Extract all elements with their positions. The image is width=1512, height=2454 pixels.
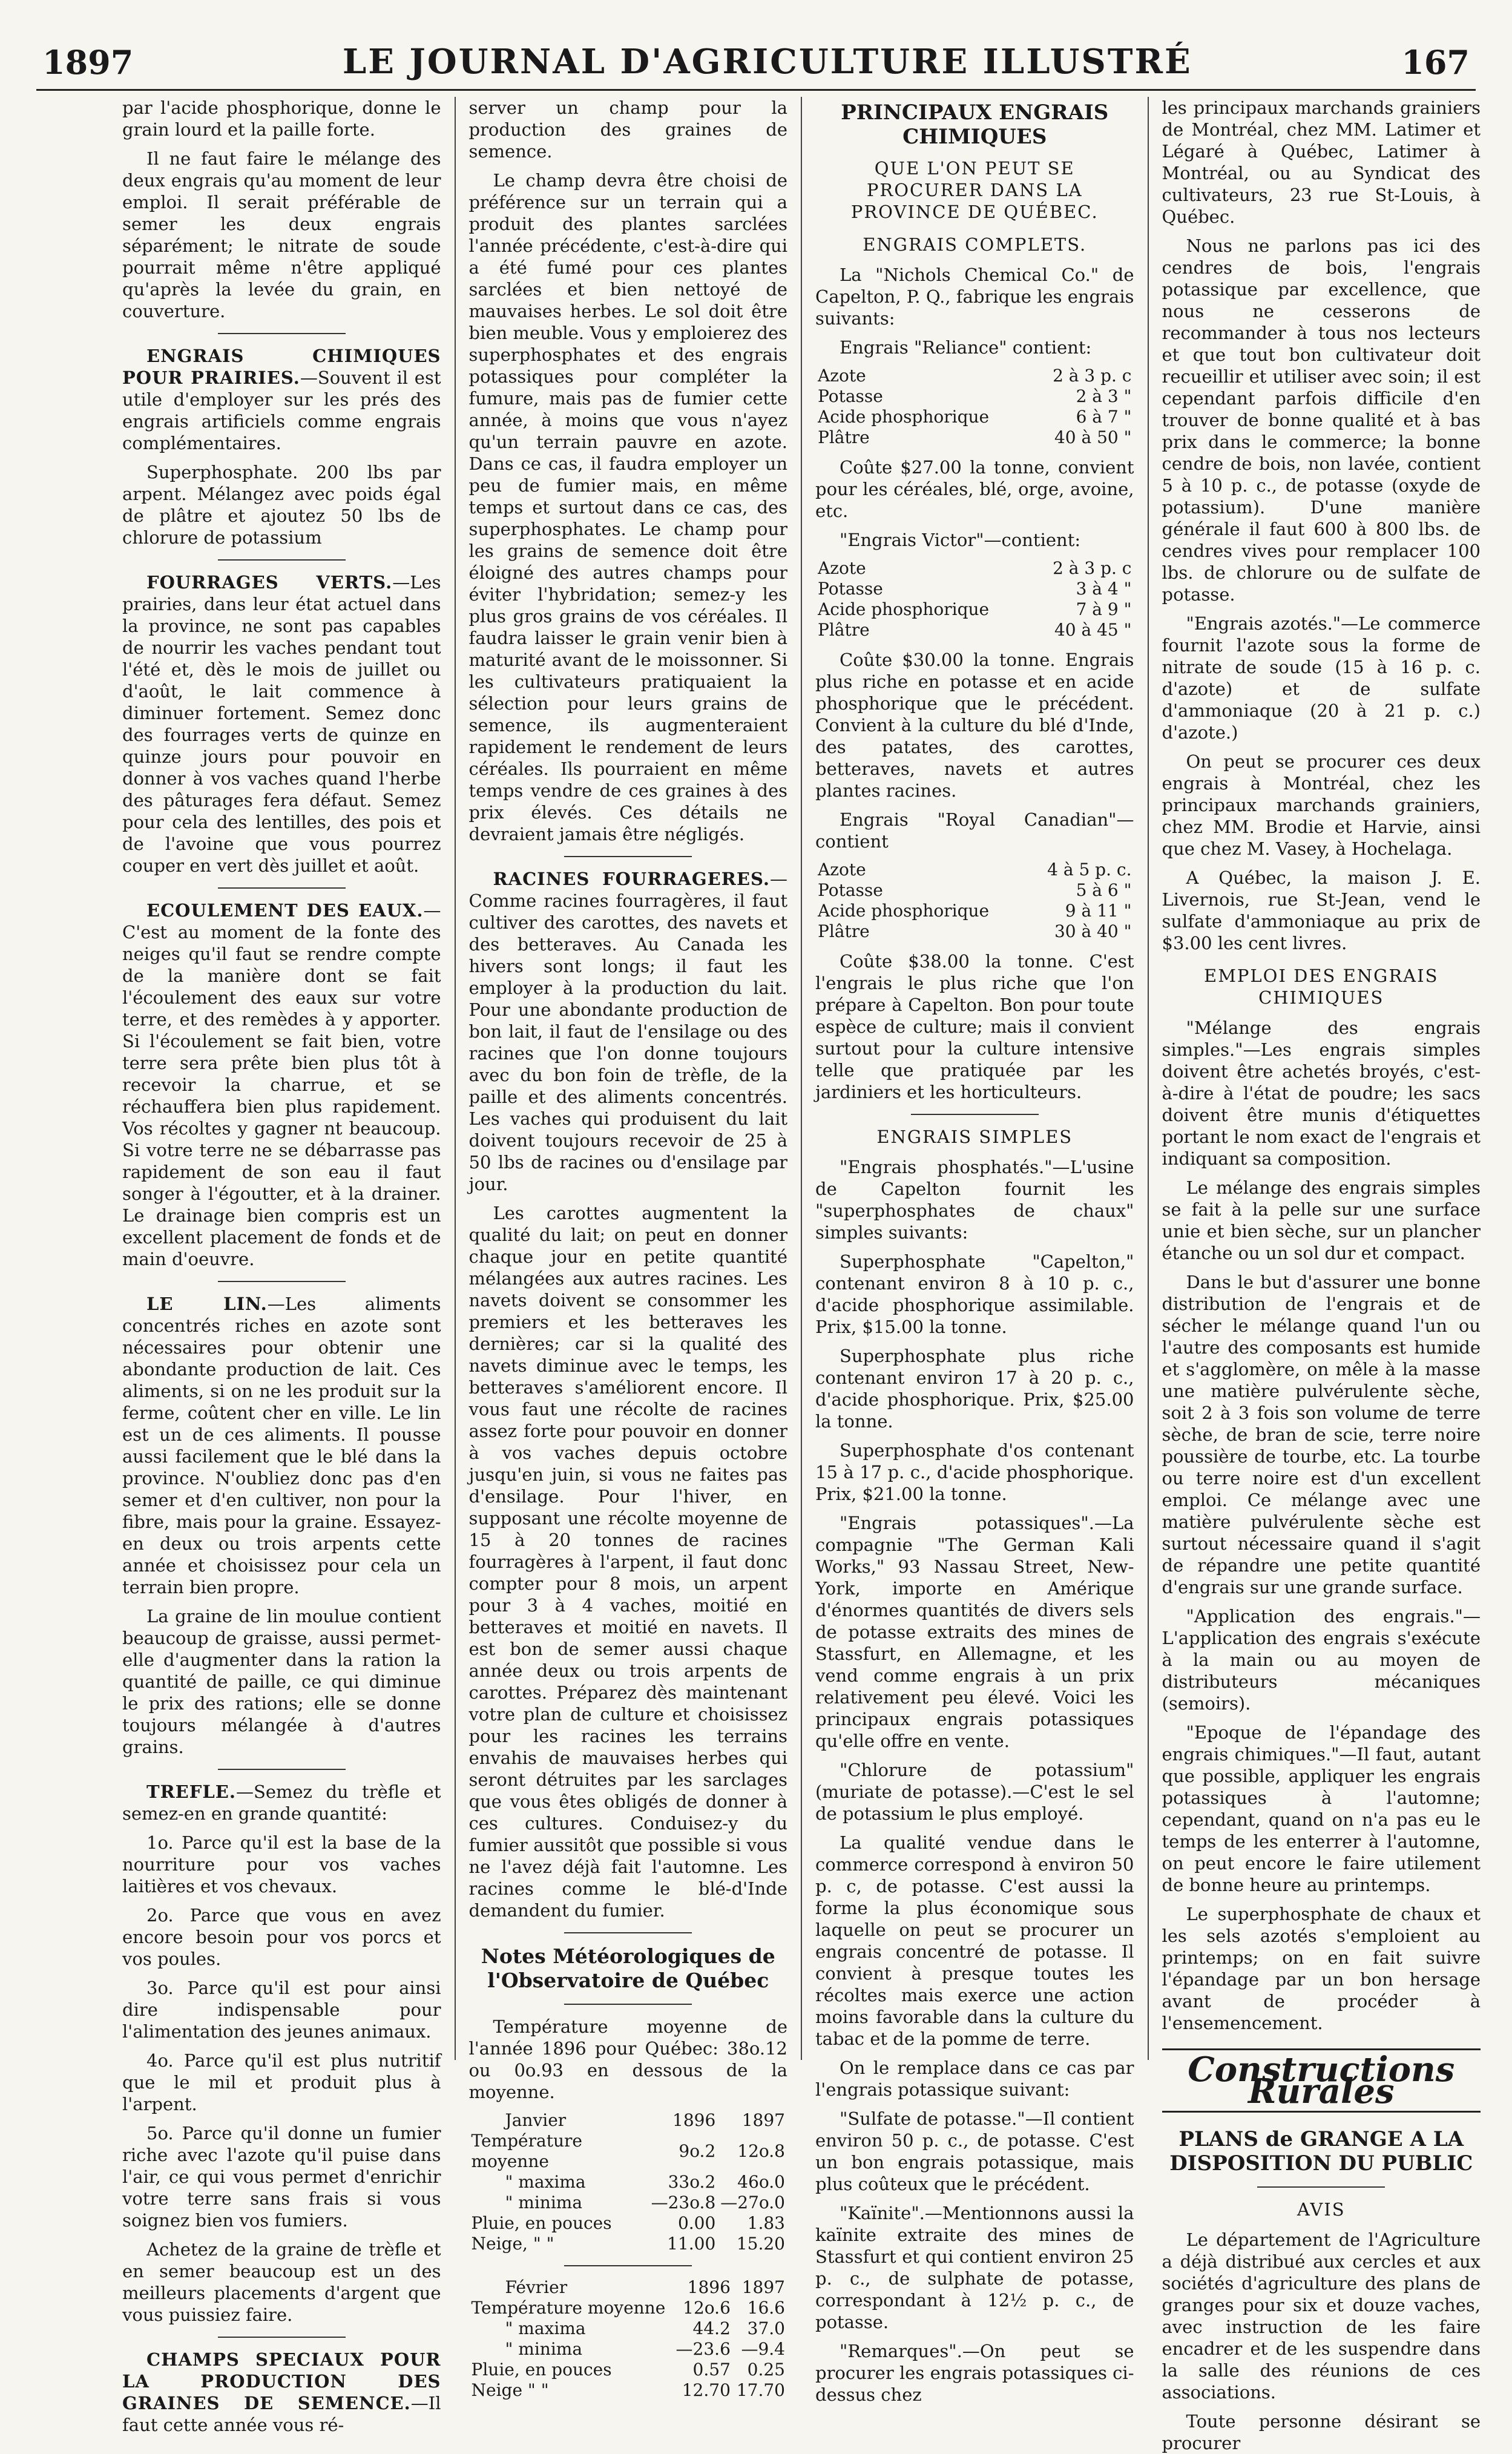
table-header bbox=[469, 2277, 788, 2298]
table-row bbox=[469, 2213, 788, 2234]
table-cell: —23o.8 bbox=[651, 2192, 716, 2212]
victor-table bbox=[815, 558, 1134, 640]
article-racines bbox=[469, 868, 788, 1195]
paragraph: Dans le but d'assurer une bonne distribution de l'engrais et de sécher le mélange quand l'un ou l'autre des composants est humide et s'agglomère, on mêle à la masse une matière pulvérulente sèche, soit 2 à 3 fois son volume de terre sèche, de bran de scie, terre noire poussière de tourbe, etc. La tourbe ou terre noire est d'un excellent emploi. Ce mélange avec une matière pulvérulente sèche est surtout nécessaire quand il s'agit de répandre une petite quantité d'engrais sur une grande surface. bbox=[1162, 1272, 1481, 1597]
constructions-rurales-heading: Constructions Rurales bbox=[1162, 2048, 1481, 2113]
paragraph: Le mélange des engrais simples se fait à la pelle sur une surface unie et bien sèche, sur un plancher étanche ou un sol dur et compact. bbox=[1162, 1177, 1481, 1263]
table-row bbox=[815, 558, 1134, 579]
table-row bbox=[469, 2192, 788, 2213]
list-item: 2o. Parce que vous en avez encore besoin pour vos porcs et vos poules. bbox=[122, 1905, 441, 1969]
table-cell: 0.00 bbox=[677, 2213, 716, 2233]
engrais-subtitle: QUE L'ON PEUT SE PROCURER DANS LA PROVINCE DE QUÉBEC. bbox=[850, 158, 1099, 222]
paragraph: Il ne faut faire le mélange des deux engrais qu'au moment de leur emploi. Il serait préférable de semer les deux engrais séparément; le nitrate de soude pourrait même n'être appliqué qu'après la levée du grain, en couverture. bbox=[122, 148, 441, 321]
table-row bbox=[815, 599, 1134, 620]
article-text: —C'est au moment de la fonte des neiges qu'il faut se rendre compte de la manière dont se fait l'écoulement des eaux sur votre terre, et des remèdes à y apporter. Si l'écoulement se fait bien, votre terre sera prête bien plus tôt à recevoir la charrue, et se réchauffera bien plus rapidement. Vos récoltes y gagner nt beaucoup. Si votre terre ne se débarrasse pas rapidement de son eau il faut songer à l'égoutter, et à la drainer. Le drainage bien compris est un excellent placement de fonds et de main d'oeuvre. bbox=[122, 900, 441, 1269]
table-cell: Pluie, en pouces bbox=[471, 2360, 612, 2380]
product-heading: Engrais "Reliance" contient: bbox=[840, 337, 1092, 358]
paragraph: Le superphosphate de chaux et les sels azotés s'emploient au printemps; on en fait suivre l'épandage par un bon hersage avant de procéder à l'ensemencement. bbox=[1162, 1904, 1481, 2033]
paragraph: Superphosphate. 200 lbs par arpent. Mélangez avec poids égal de plâtre et ajoutez 50 lbs de chlorure de potassium bbox=[122, 462, 441, 548]
royal-table bbox=[815, 860, 1134, 942]
table-cell: " maxima bbox=[505, 2318, 586, 2338]
article-text: —Les aliments concentrés riches en azote sont nécessaires pour obtenir une abondante production de lait. Ces aliments, si on ne les produit sur la ferme, coûtent cher en ville. Le lin est un de ces aliments. Il pousse aussi facilement que le blé dans la province. N'oubliez donc pas d'en semer et d'en cultiver, non pour la fibre, mais pour la graine. Essayez-en deux ou trois arpents cette année et choisissez pour cela un terrain bien propre. bbox=[122, 1294, 441, 1597]
paragraph: On le remplace dans ce cas par l'engrais potassique suivant: bbox=[815, 2058, 1134, 2100]
page-number: 167 bbox=[1401, 43, 1470, 82]
table-row bbox=[469, 2298, 788, 2318]
columns bbox=[109, 97, 1494, 2453]
paragraph: "Engrais phosphatés."—L'usine de Capelton fournit les "superphosphates de chaux" simples suivants: bbox=[815, 1157, 1134, 1243]
table-cell: Plâtre bbox=[818, 921, 870, 941]
paragraph: Superphosphate plus riche contenant environ 17 à 20 p. c., d'acide phosphorique. Prix, $25.00 la tonne. bbox=[815, 1346, 1134, 1432]
product-heading: "Engrais Victor"—contient: bbox=[840, 530, 1081, 550]
table-cell: 0.25 bbox=[747, 2360, 785, 2380]
article-heading: ENGRAIS CHIMIQUES POUR PRAIRIES. bbox=[122, 346, 441, 388]
paragraph: Coûte $38.00 la tonne. C'est l'engrais le plus riche que l'on prépare à Capelton. Bon pour toute espèce de culture; mais il convient surtout pour la culture intensive telle que pratiquée par les jardiniers et les horticulteurs. bbox=[815, 951, 1134, 1102]
table-cell: 9o.2 bbox=[679, 2141, 716, 2161]
table-cell: Pluie, en pouces bbox=[471, 2213, 612, 2233]
table-cell: 9 à 11 " bbox=[1065, 901, 1132, 921]
table-cell: Potasse bbox=[818, 880, 883, 900]
section-heading: EMPLOI DES ENGRAIS CHIMIQUES bbox=[1204, 965, 1439, 1008]
paragraph: "Application des engrais."—L'application des engrais s'exécute à la main ou au moyen de distributeurs mécaniques (semoirs). bbox=[1162, 1606, 1481, 1714]
meteo-intro: Température moyenne de l'année 1896 pour Québec: 38o.12 ou 0o.93 en dessous de la moyenne. bbox=[468, 2016, 787, 2102]
table-cell: 3 à 4 " bbox=[1076, 579, 1132, 599]
table-cell: 2 à 3 p. c bbox=[1053, 558, 1132, 578]
paragraph: Achetez de la graine de trèfle et en semer beaucoup est un des meilleurs placements d'argent que vous puissiez faire. bbox=[122, 2239, 441, 2325]
table-cell: 40 à 45 " bbox=[1054, 620, 1132, 640]
column-1 bbox=[109, 97, 456, 2435]
paragraph: "Epoque de l'épandage des engrais chimiques."—Il faut, autant que possible, appliquer les engrais potassiques à l'automne; cependant, quand on n'a pas eu le temps de les enterrer à l'automne, on peut encore le faire utilement de bonne heure au printemps. bbox=[1162, 1722, 1481, 1895]
article-trefle bbox=[122, 1781, 441, 1824]
table-cell: 5 à 6 " bbox=[1076, 880, 1132, 900]
table-cell: Acide phosphorique bbox=[818, 901, 990, 921]
paragraph: par l'acide phosphorique, donne le grain lourd et la paille forte. bbox=[122, 97, 441, 140]
paragraph: Toute personne désirant se procurer bbox=[1162, 2411, 1481, 2453]
table-cell: Acide phosphorique bbox=[818, 407, 990, 427]
article-heading: LE LIN. bbox=[146, 1294, 268, 1314]
table-row bbox=[815, 620, 1134, 640]
table-cell: 1897 bbox=[741, 2110, 785, 2130]
table-row bbox=[815, 860, 1134, 880]
article-lin bbox=[122, 1293, 441, 1598]
article-text: —Souvent il est utile d'employer sur les prés des engrais artificiels comme engrais complémentaires. bbox=[122, 367, 441, 453]
article-champs bbox=[122, 2349, 441, 2436]
table-cell: Neige " " bbox=[471, 2380, 549, 2400]
divider bbox=[218, 559, 346, 561]
table-cell: 44.2 bbox=[692, 2318, 731, 2338]
avis-heading: AVIS bbox=[1297, 2199, 1346, 2220]
table-cell: 37.0 bbox=[747, 2318, 785, 2338]
table-cell: 40 à 50 " bbox=[1054, 427, 1132, 447]
paragraph: Nous ne parlons pas ici des cendres de bois, l'engrais potassique par excellence, que nous ne cesserons de recommander à tous nos lecteurs et que tout bon cultivateur doit recueillir et utiliser avec soin; il est cependant parfois difficile d'en trouver de bonne qualité et à bas prix dans le commerce; la bonne cendre de bois, non lavée, contient 5 à 10 p. c., de potasse (oxyde de potassium). D'une manière générale il faut 600 à 800 lbs. de cendres vives pour remplacer 100 lbs. de chlorure ou de sulfate de potasse. bbox=[1162, 235, 1481, 605]
table-cell: 17.70 bbox=[736, 2380, 785, 2400]
paragraph: "Sulfate de potasse."—Il contient environ 50 p. c., de potasse. C'est un bon engrais potassique, mais plus coûteux que le précédent. bbox=[815, 2108, 1134, 2194]
header-year: 1897 bbox=[42, 43, 134, 82]
table-cell: Potasse bbox=[818, 386, 883, 406]
article-text: —Comme racines fourragères, il faut cultiver des carottes, des navets et des betteraves. Au Canada les hivers sont longs; il faut les employer à la production du lait. Pour une abondante production de bon lait, il faut de l'ensilage ou des racines que l'on donne toujours avec du bon foin de trèfle, de la paille et des aliments concentrés. Les vaches qui produisent du lait doivent toujours recevoir de 25 à 50 lbs de racines ou d'ensilage par jour. bbox=[468, 869, 787, 1194]
table-cell: Température moyenne bbox=[471, 2131, 582, 2171]
divider bbox=[564, 856, 692, 857]
table-cell: —23.6 bbox=[675, 2339, 731, 2359]
table-cell: 16.6 bbox=[747, 2298, 785, 2318]
meteo-title: Notes Météorologiques de l'Observatoire de Québec bbox=[481, 1944, 775, 1992]
paragraph: Le champ devra être choisi de préférence sur un terrain qui a produit des plantes sarclées l'année précédente, c'est-à-dire qui a été fumé pour ces plantes sarclées et bien nettoyé de mauvaises herbes. Le sol doit être bien meuble. Vous y emploierez des superphosphates et des engrais potassiques pour compléter la fumure, mais pas de fumier cette année, à moins que vous n'ayez qu'un terrain pauvre en azote. Dans ce cas, il faudra employer un peu de fumier mais, en même temps et surtout dans ce cas, des superphosphates. Le champ pour les grains de semence doit être éloigné des autres champs pour éviter l'hybridation; semez-y les plus gros grains de vos céréales. Il faudra laisser le grain venir bien à maturité avant de le moissonner. Si les cultivateurs pratiquaient la sélection pour leurs grains de semence, ils augmenteraient rapidement le rendement de leurs céréales. Ils pourraient en même temps vendre de ces graines à des prix élevés. Ces détails ne devraient jamais être négligés. bbox=[468, 170, 787, 844]
divider bbox=[218, 1769, 346, 1770]
section-heading: ENGRAIS SIMPLES bbox=[876, 1127, 1073, 1147]
table-cell: 12o.6 bbox=[683, 2298, 731, 2318]
table-row bbox=[469, 2172, 788, 2192]
table-cell: Février bbox=[505, 2277, 568, 2297]
paragraph: server un champ pour la production des graines de semence. bbox=[468, 97, 787, 162]
table-row bbox=[815, 386, 1134, 407]
table-cell: Plâtre bbox=[818, 427, 870, 447]
table-row bbox=[815, 427, 1134, 448]
paragraph: Superphosphate d'os contenant 15 à 17 p. c., d'acide phosphorique. Prix, $21.00 la tonne. bbox=[815, 1440, 1134, 1504]
article-text: —Il faut cette année vous ré- bbox=[122, 2393, 441, 2435]
table-cell: Plâtre bbox=[818, 620, 870, 640]
table-cell: 1896 bbox=[687, 2277, 731, 2297]
column-4 bbox=[1149, 97, 1494, 2453]
article-text: —Les prairies, dans leur état actuel dans la province, ne sont pas capables de nourrir les vaches pendant tout l'été et, dès le mois de juillet ou d'août, le lait commence à diminuer fortement. Semez donc des fourrages verts de quinze en quinze jours pour pouvoir en donner à vos vaches quand l'herbe des pâturages fera défaut. Semez pour cela des lentilles, des pois et de l'avoine que vous pourrez couper en vert dès juillet et août. bbox=[122, 572, 441, 876]
article-fourrages bbox=[122, 571, 441, 877]
article-heading: RACINES FOURRAGERES. bbox=[493, 869, 770, 889]
divider bbox=[1257, 2186, 1385, 2188]
divider bbox=[218, 333, 346, 334]
table-row bbox=[815, 921, 1134, 942]
table-row bbox=[469, 2360, 788, 2380]
paragraph: "Kaïnite".—Mentionnons aussi la kaïnite extraite des mines de Stassfurt et qui contient environ 25 p. c., de sulphate de potasse, correspondant à 12½ p. c., de potasse. bbox=[815, 2203, 1134, 2332]
table-cell: Température moyenne bbox=[471, 2298, 666, 2318]
paragraph: Coûte $30.00 la tonne. Engrais plus riche en potasse et en acide phosphorique que le précédent. Convient à la culture du blé d'Inde, des patates, des carottes, betteraves, navets et autres plantes racines. bbox=[815, 650, 1134, 801]
paragraph: Les carottes augmentent la qualité du lait; on peut en donner chaque jour en petite quantité mélangées aux autres racines. Les navets doivent se consommer les premiers et les betteraves les dernières; car si la qualité des navets diminue avec le temps, les betteraves s'améliorent encore. Il vous faut une récolte de racines assez forte pour pouvoir en donner à vos vaches depuis octobre jusqu'en juin, si vous ne faites pas d'ensilage. Pour l'hiver, en supposant une récolte moyenne de 15 à 20 tonnes de racines fourragères à l'arpent, il faut donc compter pour 8 mois, un arpent pour 3 à 4 vaches, moitié en betteraves et moitié en navets. Il est bon de semer aussi chaque année deux ou trois arpents de carottes. Préparez dès maintenant votre plan de culture et choisissez pour les racines les terrains envahis de mauvaises herbes qui seront détruites par les sarclages que vous êtes obligés de donner à ces cultures. Conduisez-y du fumier aussitôt que possible si vous ne l'avez déjà fait l'automne. Les racines comme le blé-d'Inde demandent du fumier. bbox=[468, 1203, 787, 1921]
table-row bbox=[469, 2380, 788, 2401]
table-cell: —27o.0 bbox=[720, 2192, 785, 2212]
table-cell: 12o.8 bbox=[737, 2141, 785, 2161]
journal-title: LE JOURNAL D'AGRICULTURE ILLUSTRÉ bbox=[342, 42, 1192, 82]
table-cell: 46o.0 bbox=[737, 2172, 785, 2192]
table-cell: Neige, " " bbox=[471, 2234, 554, 2254]
paragraph: La qualité vendue dans le commerce correspond à environ 50 p. c, de potasse. C'est aussi la forme la plus économique sous laquelle on peut se procurer un engrais concentré de potasse. Il convient à presque toutes les récoltes mais exerce une action moins favorable dans la culture du tabac et de la pomme de terre. bbox=[815, 1832, 1134, 2049]
divider bbox=[218, 887, 346, 889]
divider bbox=[564, 1932, 692, 1933]
table-row bbox=[469, 2131, 788, 2172]
table-cell: 2 à 3 " bbox=[1076, 386, 1132, 406]
paragraph: "Chlorure de potassium" (muriate de potasse).—C'est le sel de potassium le plus employé. bbox=[815, 1760, 1134, 1824]
table-row bbox=[815, 579, 1134, 599]
paragraph: "Engrais azotés."—Le commerce fournit l'azote sous la forme de nitrate de soude (15 à 16 p. c. d'azote) et de sulfate d'ammoniaque (20 à 21 p. c.) d'azote.) bbox=[1162, 613, 1481, 743]
paragraph: "Remarques".—On peut se procurer les engrais potassiques ci-dessus chez bbox=[815, 2341, 1134, 2405]
article-heading: CHAMPS SPECIAUX POUR LA PRODUCTION DES GRAINES DE SEMENCE. bbox=[122, 2349, 441, 2413]
table-cell: 30 à 40 " bbox=[1054, 921, 1132, 941]
table-cell: 33o.2 bbox=[668, 2172, 716, 2192]
table-row bbox=[815, 366, 1134, 386]
article-heading: ECOULEMENT DES EAUX. bbox=[146, 900, 424, 921]
table-cell: Azote bbox=[818, 558, 866, 578]
section-heading: ENGRAIS COMPLETS. bbox=[863, 234, 1087, 255]
table-cell: 15.20 bbox=[736, 2234, 785, 2254]
paragraph: A Québec, la maison J. E. Livernois, rue St-Jean, vend le sulfate d'ammoniaque au prix de $3.00 les cent livres. bbox=[1162, 867, 1481, 953]
table-cell: " maxima bbox=[505, 2172, 586, 2192]
engrais-title: PRINCIPAUX ENGRAIS CHIMIQUES bbox=[841, 100, 1109, 149]
reliance-table bbox=[815, 366, 1134, 448]
article-engrais-prairies bbox=[122, 345, 441, 454]
table-cell: Azote bbox=[818, 366, 866, 386]
table-cell: " minima bbox=[505, 2192, 583, 2212]
table-header bbox=[469, 2110, 788, 2131]
column-3 bbox=[802, 97, 1149, 2405]
table-row bbox=[469, 2339, 788, 2360]
page-header bbox=[36, 24, 1476, 91]
table-cell: 1897 bbox=[741, 2277, 785, 2297]
table-cell: 12.70 bbox=[682, 2380, 731, 2400]
paragraph: La "Nichols Chemical Co." de Capelton, P. Q., fabrique les engrais suivants: bbox=[815, 265, 1134, 329]
paragraph: On peut se procurer ces deux engrais à Montréal, chez les principaux marchands grainiers, chez MM. Brodie et Harvie, ainsi que chez M. Vasey, à Hochelaga. bbox=[1162, 751, 1481, 859]
divider bbox=[218, 2337, 346, 2338]
table-cell: 1896 bbox=[672, 2110, 716, 2130]
article-ecoulement bbox=[122, 900, 441, 1270]
table-cell: 0.57 bbox=[692, 2360, 731, 2380]
table-cell: —9.4 bbox=[741, 2339, 785, 2359]
paragraph: Coûte $27.00 la tonne, convient pour les céréales, blé, orge, avoine, etc. bbox=[815, 457, 1134, 521]
list-item: 3o. Parce qu'il est pour ainsi dire indispensable pour l'alimentation des jeunes animaux. bbox=[122, 1978, 441, 2042]
divider bbox=[218, 1281, 346, 1282]
table-cell: Azote bbox=[818, 860, 866, 880]
table-cell: 1.83 bbox=[747, 2213, 785, 2233]
column-2 bbox=[456, 97, 803, 2400]
divider bbox=[564, 2004, 692, 2005]
table-cell: 11.00 bbox=[667, 2234, 716, 2254]
table-cell: " minima bbox=[505, 2339, 583, 2359]
table-cell: Potasse bbox=[818, 579, 883, 599]
table-row bbox=[469, 2318, 788, 2339]
paragraph: La graine de lin moulue contient beaucoup de graisse, aussi permet-elle d'augmenter dans la ration la quantité de paille, ce qui diminue le prix des rations; elle se donne toujours mélangée à d'autres grains. bbox=[122, 1606, 441, 1757]
table-cell: 4 à 5 p. c. bbox=[1047, 860, 1132, 880]
article-heading: TREFLE. bbox=[146, 1781, 236, 1802]
product-heading: Engrais "Royal Canadian"—contient bbox=[815, 809, 1134, 852]
meteo-table-janvier bbox=[469, 2110, 788, 2254]
table-cell: 2 à 3 p. c bbox=[1053, 366, 1132, 386]
list-item: 4o. Parce qu'il est plus nutritif que le mil et produit plus à l'arpent. bbox=[122, 2050, 441, 2114]
table-cell: Acide phosphorique bbox=[818, 599, 990, 619]
table-row bbox=[815, 880, 1134, 901]
divider bbox=[564, 2265, 692, 2266]
table-row bbox=[815, 901, 1134, 921]
paragraph: Le département de l'Agriculture a déjà distribué aux cercles et aux sociétés d'agriculture des plans de granges pour six et douze vaches, avec instruction de les faire encadrer et de les suspendre dans la salle des réunions de ces associations. bbox=[1162, 2229, 1481, 2403]
meteo-table-fevrier bbox=[469, 2277, 788, 2401]
table-cell: Janvier bbox=[505, 2110, 567, 2130]
paragraph: Superphosphate "Capelton," contenant environ 8 à 10 p. c., d'acide phosphorique assimilable. Prix, $15.00 la tonne. bbox=[815, 1251, 1134, 1337]
list-item: 1o. Parce qu'il est la base de la nourriture pour vos vaches laitières et vos chevaux. bbox=[122, 1832, 441, 1896]
paragraph: les principaux marchands grainiers de Montréal, chez MM. Latimer et Légaré à Québec, Latimer à Montréal, ou au Syndicat des cultivateurs, 23 rue St-Louis, à Québec. bbox=[1162, 97, 1481, 227]
plans-heading: PLANS de GRANGE A LA DISPOSITION DU PUBLIC bbox=[1169, 2127, 1473, 2176]
article-text: —Semez du trèfle et semez-en en grande quantité: bbox=[122, 1781, 441, 1824]
table-cell: 6 à 7 " bbox=[1076, 407, 1132, 427]
table-cell: 7 à 9 " bbox=[1076, 599, 1132, 619]
paragraph: "Mélange des engrais simples."—Les engrais simples doivent être achetés broyés, c'est-à-dire à l'état de poudre; les sacs doivent être munis d'étiquettes portant le nom exact de l'engrais et indiquant sa composition. bbox=[1162, 1018, 1481, 1169]
table-row bbox=[469, 2234, 788, 2254]
divider bbox=[911, 1114, 1039, 1115]
paragraph: "Engrais potassiques".—La compagnie "The German Kali Works," 93 Nassau Street, New-York, importe en Amérique d'énormes quantités de divers sels de potasse extraits des mines de Stassfurt, en Allemagne, et les vend comme engrais à un prix relativement peu élevé. Voici les principaux engrais potassiques qu'elle offre en vente. bbox=[815, 1513, 1134, 1751]
table-row bbox=[815, 407, 1134, 427]
article-heading: FOURRAGES VERTS. bbox=[146, 572, 393, 593]
list-item: 5o. Parce qu'il donne un fumier riche avec l'azote qu'il puise dans l'air, ce qui vous permet d'enrichir votre terre sans frais si vous soignez bien vos fumiers. bbox=[122, 2123, 441, 2231]
